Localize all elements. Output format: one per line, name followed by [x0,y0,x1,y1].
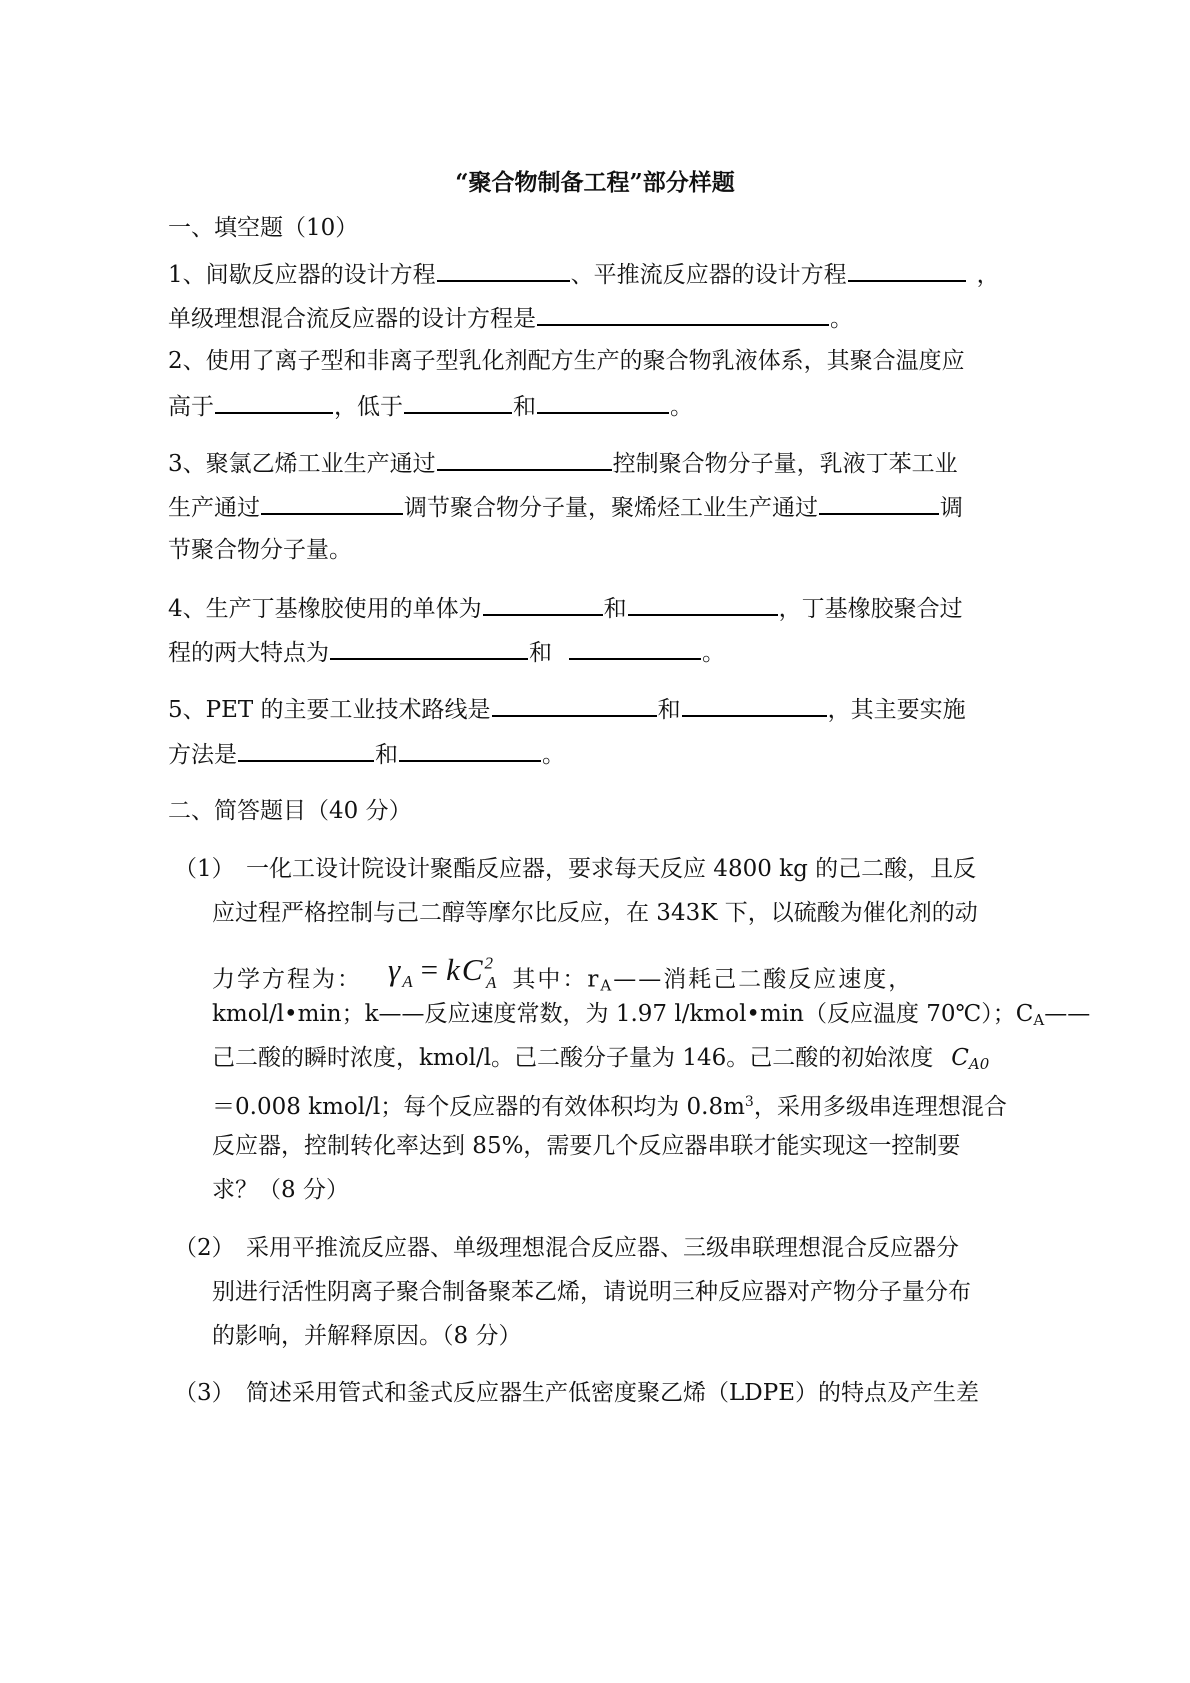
q4-line1: 4、生产丁基橡胶使用的单体为 和 ，丁基橡胶聚合过 [168,592,963,624]
problem3-number: （3） [174,1380,235,1406]
q4-line2: 程的两大特点为 和 。 [168,636,725,668]
blank-field[interactable] [483,592,603,616]
problem1-number: （1） [174,856,235,882]
problem1-line1: 一化工设计院设计聚酯反应器，要求每天反应 4800 kg 的己二酸，且反 [246,856,977,882]
q2-line2: 高于 ，低于 和 。 [168,390,693,422]
problem2-line2: 别进行活性阴离子聚合制备聚苯乙烯，请说明三种反应器对产物分子量分布 [212,1279,971,1305]
problem2-line3: 的影响，并解释原因。（8 分） [212,1323,522,1349]
problem1-line5: 己二酸的瞬时浓度，kmol/l。己二酸分子量为 146。己二酸的初始浓度 CA0 [212,1045,990,1073]
problem2-line1: 采用平推流反应器、单级理想混合反应器、三级串联理想混合反应器分 [246,1235,959,1261]
q1-line1: 1、间歇反应器的设计方程 、平推流反应器的设计方程 ， [168,258,1000,290]
page-title: “聚合物制备工程”部分样题 [455,169,735,196]
blank-field[interactable] [537,390,669,414]
problem1-line2: 应过程严格控制与己二醇等摩尔比反应，在 343K 下，以硫酸为催化剂的动 [212,900,978,926]
problem1-line4: kmol/l•min；k——反应速度常数，为 1.97 l/kmol•min（反应温度 70℃）；CA—— [212,1001,1091,1029]
problem1-line6: ＝0.008 kmol/l；每个反应器的有效体积均为 $0.8m^3$，采用多级串连理想混合 [212,1094,1007,1120]
blank-field[interactable] [261,491,403,515]
q1-line2: 单级理想混合流反应器的设计方程是 。 [168,302,853,334]
section2-heading: 二、简答题目（40 分） [168,798,412,824]
problem1-line7: 反应器，控制转化率达到 85%，需要几个反应器串联才能实现这一控制要 [212,1133,961,1159]
section1-heading: 一、填空题（10） [168,215,359,241]
blank-field[interactable] [404,390,512,414]
blank-field[interactable] [819,491,939,515]
blank-field[interactable] [848,258,966,282]
problem1-line8: 求？（8 分） [212,1177,349,1203]
q3-line3: 节聚合物分子量。 [168,537,352,563]
problem1-line3: 力学方程为： $\gamma_A = kC^2_A$ 其中：rA——消耗己二酸反应速度， [212,952,914,995]
blank-field[interactable] [437,258,570,282]
rate-equation: $\gamma_A = kC^2_A$ [388,952,499,992]
blank-field[interactable] [399,738,541,762]
blank-field[interactable] [492,693,657,717]
problem2-number: （2） [174,1235,235,1261]
blank-field[interactable] [682,693,827,717]
blank-field[interactable] [628,592,778,616]
q5-line1: 5、PET 的主要工业技术路线是 和 ，其主要实施 [168,693,966,725]
blank-field[interactable] [330,636,528,660]
blank-field[interactable] [437,447,612,471]
blank-field[interactable] [537,302,829,326]
q2-line1: 2、使用了离子型和非离子型乳化剂配方生产的聚合物乳液体系，其聚合温度应 [168,348,965,374]
q5-line2: 方法是 和 。 [168,738,565,770]
blank-field[interactable] [215,390,333,414]
problem3-line1: 简述采用管式和釜式反应器生产低密度聚乙烯（LDPE）的特点及产生差 [246,1380,979,1406]
q3-line2: 生产通过 调节聚合物分子量，聚烯烃工业生产通过 调 [168,491,963,523]
blank-field[interactable] [569,636,701,660]
blank-field[interactable] [238,738,374,762]
q3-line1: 3、聚氯乙烯工业生产通过 控制聚合物分子量，乳液丁苯工业 [168,447,958,479]
